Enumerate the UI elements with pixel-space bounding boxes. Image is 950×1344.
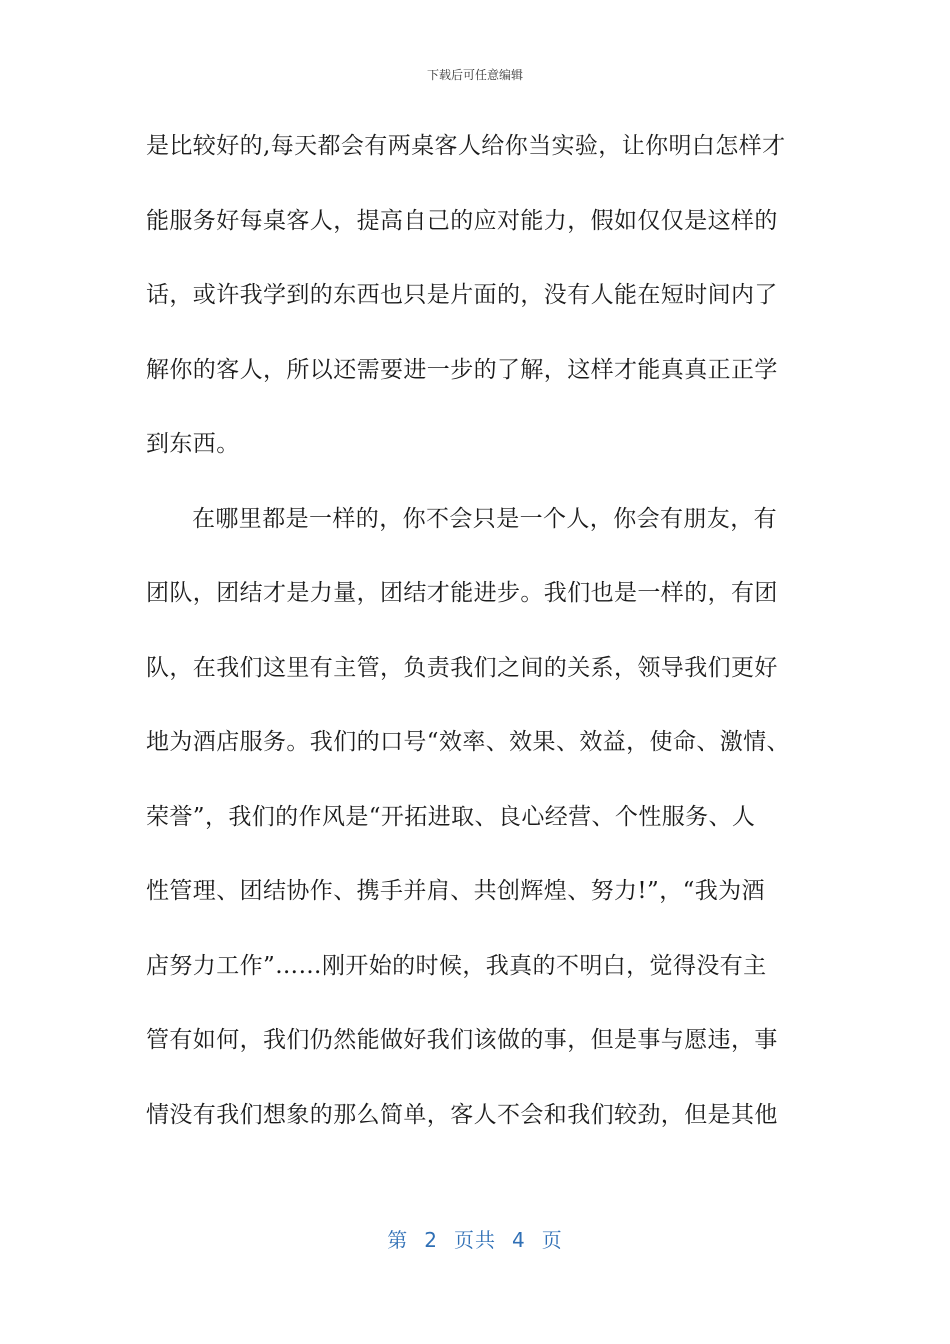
page-number: 2 [424, 1228, 438, 1252]
document-body [146, 120, 810, 1163]
text-line: 管有如何，我们仍然能做好我们该做的事，但是事与愿违，事 [146, 1027, 778, 1053]
text-line: 店努力工作”……刚开始的时候，我真的不明白，觉得没有主 [146, 952, 767, 979]
text-line: 话，或许我学到的东西也只是片面的，没有人能在短时间内了 [146, 282, 778, 308]
text-line: 性管理、团结协作、携手并肩、共创辉煌、努力!”，“我为酒 [146, 878, 765, 904]
end-word: 页 [541, 1228, 563, 1252]
page-footer [0, 1224, 950, 1253]
page-word: 第 [387, 1228, 409, 1252]
header-note: 下载后可任意编辑 [426, 68, 523, 82]
text-line: 队，在我们这里有主管，负责我们之间的关系，领导我们更好 [146, 654, 778, 681]
text-line: 地为酒店服务。我们的口号“效率、效果、效益，使命、激情、 [146, 729, 790, 755]
text-line: 情没有我们想象的那么简单，客人不会和我们较劲，但是其他 [146, 1101, 778, 1128]
text-line: 是比较好的,每天都会有两桌客人给你当实验，让你明白怎样才 [146, 133, 786, 159]
text-line: 团队，团结才是力量，团结才能进步。我们也是一样的，有团 [146, 580, 778, 606]
total-word: 页共 [454, 1228, 496, 1252]
text-line: 荣誉”，我们的作风是“开拓进取、良心经营、个性服务、人 [146, 803, 756, 830]
total-pages: 4 [512, 1228, 526, 1252]
text-line: 解你的客人，所以还需要进一步的了解，这样才能真真正正学 [146, 356, 778, 383]
paragraph-start-line: 在哪里都是一样的，你不会只是一个人，你会有朋友，有 [192, 505, 777, 532]
text-line: 能服务好每桌客人，提高自己的应对能力，假如仅仅是这样的 [146, 207, 778, 234]
text-line: 到东西。 [146, 431, 240, 457]
